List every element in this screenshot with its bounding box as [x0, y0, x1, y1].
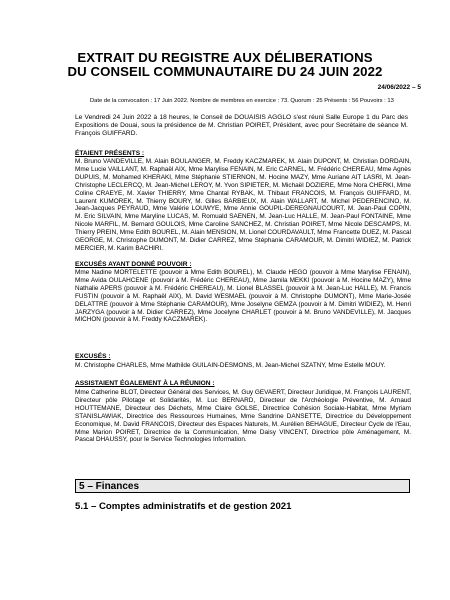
assist-heading: ASSISTAIENT ÉGALEMENT À LA RÉUNION : [75, 380, 215, 387]
excuses-list: M. Christophe CHARLES, Mme Mathilde GUILAIN-DESMONS, M. Jean-Michel SZATNY, Mme Estelle MOUY. [75, 362, 386, 369]
section-bar [75, 479, 410, 493]
document-title-line-1: EXTRAIT DU REGISTRE AUX DÉLIBERATIONS [77, 50, 373, 65]
pouvoir-heading: EXCUSÉS AYANT DONNÉ POUVOIR : [75, 261, 192, 268]
deliberation-reference: 24/06/2022 – 5 [377, 84, 421, 91]
intro-text: Le Vendredi 24 Juin 2022 à 18 heures, le Conseil de DOUAISIS AGGLO s'est réuni Salle Europe 1 du Parc des Expositions de Douai, sous la présidence de M. Christian POIRET, Président, avec pour Secrétaire de séance M. François GUIFFARD. [75, 114, 408, 138]
convocation-meta: Date de la convocation : 17 Juin 2022. Nombre de membres en exercice : 73. Quorum : 25 Présents : 56 Pouvoirs : 13 [90, 98, 394, 104]
excuses-heading: EXCUSÉS : [75, 353, 111, 360]
assist-list: Mme Catherine BLOT, Directeur Général des Services, M. Guy GEVAERT, Directeur Juridique, M. François LAURENT, Directeur pôle Pilotage et Solidarités, M. Luc BERNARD, Directeur de l'Archéologie Préventive, M. Arnaud HOUTTEMANE, Directeur des Déchets, Mme Claire GOLSE, Directrice Cohésion Sociale-Habitat, Mme Myriam STANISLAWIAK, Directrice des Ressources Humaines, Mme Sandrine DANSETTE, Directrice du Développement Economique, M. David FRANCOIS, Directeur des Espaces Naturels, M. Aurélien BEHAGUE, Directeur Cycle de l'Eau, Mme Marion POIRET, Directrice de la Communication, Mme Daisy VINCENT, Directrice pôle Aménagement, M. Pascal DHAUSSY, pour le Service Technologies Information. [75, 389, 411, 444]
pouvoir-list: Mme Nadine MORTELETTE (pouvoir à Mme Edith BOUREL), M. Claude HEGO (pouvoir à Mme Marylise FENAIN), Mme Avida OULAHCENE (pouvoir à M. Frédéric CHEREAU), Mme Jamila MEKKI (pouvoir à M. Hocine MAZY), Mme Nathalie APERS (pouvoir à M. Frédéric CHEREAU), M. Lionel BLASSEL (pouvoir à M. Jean-Luc HALLE), M. Francis FUSTIN (pouvoir à M. Raphaël AIX), M. David WESMAEL (pouvoir à M. Christophe DUMONT), Mme Marie-Josée DELATTRE (pouvoir à Mme Stéphanie CARAMOUR), Mme Joselyne GEMZA (pouvoir à M. Dimitri WIDIEZ), M. Henri JARZYGA (pouvoir à M. Didier CARREZ), Mme Jocelyne CHARLET (pouvoir à M. Bruno VANDEVILLE), M. Jacques MICHON (pouvoir à M. Freddy KACZMAREK). [75, 269, 411, 324]
document-title-line-2: DU CONSEIL COMMUNAUTAIRE DU 24 JUIN 2022 [67, 64, 383, 79]
intro-paragraph [75, 114, 408, 138]
present-heading: ÉTAIENT PRÉSENTS : [75, 150, 145, 157]
present-list: M. Bruno VANDEVILLE, M. Alain BOULANGER, M. Freddy KACZMAREK, M. Alain DUPONT, M. Christian DORDAIN, Mme Lucie VAILLANT, M. Raphaël AIX, Mme Marylise FENAIN, M. Eric CARNEL, M. Frédéric CHEREAU, Mme Agnès DUPUIS, M. Mohamed KHERAKI, Mme Stéphanie STIERNON, M. Hocine MAZY, Mme Auriane AIT LASRI, M. Jean-Christophe LECLERCQ, M. Jean-Michel LEROY, M. Yvon SIPIETER, M. Michaël DOZIERE, Mme Nora CHERKI, Mme Coline CRAEYE, M. Xavier THIERRY, Mme Chantal RYBAK, M. Thibaut FRANCOIS, M. François GUIFFARD, M. Laurent KUMOREK, M. Thierry BOURY, M. Gilles BARBIEUX, M. Alain WALLART, M. Michel PEDERENCINO, M. Jean-Jacques PEYRAUD, Mme Valérie LOUWYE, Mme Annie GOUPIL-DEREGNAUCOURT, M. Jean-Paul COPIN, M. Eric SILVAIN, Mme Maryline LUCAS, M. Romuald SAENEN, M. Jean-Luc HALLE, M. Jean-Paul FONTAINE, Mme Nicole MARFIL, M. Bernard GOULOIS, Mme Caroline SANCHEZ, M. Christian POIRET, Mme Nicole DESCAMPS, M. Thierry PREIN, Mme Edith BOUREL, M. Alain MENSION, M. Lionel COURDAVAULT, Mme Francette DUEZ, M. Pascal GEORGE, M. Christophe DUMONT, M. Didier CARREZ, Mme Stéphanie CARAMOUR, M. Dimitri WIDIEZ, M. Patrick MERCIER, M. Karim BACHIRI. [75, 158, 411, 252]
section-title: 5 – Finances [79, 481, 140, 492]
subsection-title: 5.1 – Comptes administratifs et de gestion 2021 [75, 501, 292, 512]
